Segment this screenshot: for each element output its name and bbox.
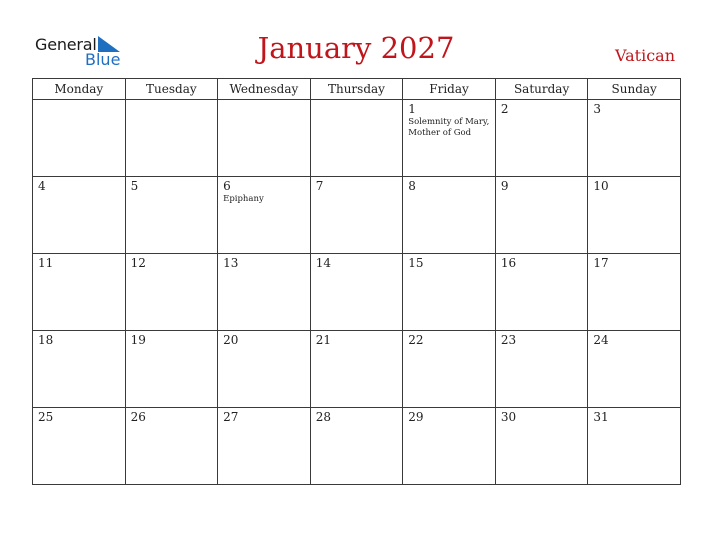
- weekday-header: Monday: [33, 79, 126, 100]
- day-number: 13: [223, 256, 239, 270]
- day-number: 24: [593, 333, 609, 347]
- logo-blue-text: Blue: [85, 50, 121, 69]
- country-label: Vatican: [615, 46, 675, 65]
- day-number: 30: [500, 410, 517, 424]
- week-row: [33, 408, 681, 485]
- day-number: 17: [593, 256, 609, 270]
- day-number: 7: [315, 179, 324, 193]
- day-number: 26: [130, 410, 146, 424]
- day-number: 3: [593, 102, 602, 116]
- day-cell: [588, 100, 681, 177]
- day-number: 25: [38, 410, 54, 424]
- day-cell: [310, 254, 403, 331]
- week-row: [33, 254, 681, 331]
- day-cell: [310, 100, 403, 177]
- day-number: 21: [315, 333, 331, 347]
- week-row: [33, 331, 681, 408]
- day-number: 16: [500, 256, 517, 270]
- day-number: 23: [500, 333, 517, 347]
- day-cell: [588, 408, 681, 485]
- day-number: 5: [130, 179, 139, 193]
- day-cell: [218, 408, 311, 485]
- day-cell: [588, 177, 681, 254]
- day-cell: [125, 100, 218, 177]
- day-cell: [125, 254, 218, 331]
- day-cell: [218, 331, 311, 408]
- weekday-header-row: [33, 79, 681, 100]
- weekday-header: Saturday: [495, 79, 588, 100]
- day-cell: [588, 331, 681, 408]
- day-cell: [33, 177, 126, 254]
- day-number: 10: [593, 179, 609, 193]
- day-cell: [495, 177, 588, 254]
- day-number: 14: [315, 256, 331, 270]
- day-number: 1: [408, 102, 416, 116]
- day-cell: [588, 254, 681, 331]
- day-cell: [495, 331, 588, 408]
- day-cell: [218, 100, 311, 177]
- day-cell: [125, 177, 218, 254]
- day-number: 18: [38, 333, 54, 347]
- week-row: [33, 100, 681, 177]
- weekday-header: Friday: [403, 79, 496, 100]
- week-row: [33, 177, 681, 254]
- day-number: 4: [38, 179, 46, 193]
- day-cell: [310, 408, 403, 485]
- day-cell: [495, 254, 588, 331]
- day-cell: [403, 177, 496, 254]
- day-number: 12: [130, 256, 146, 270]
- day-cell: [403, 331, 496, 408]
- day-cell: [310, 177, 403, 254]
- day-cell: [33, 100, 126, 177]
- day-cell: [218, 177, 311, 254]
- page-title: January 2027: [257, 31, 455, 65]
- day-number: 9: [500, 179, 509, 193]
- day-cell: [33, 254, 126, 331]
- day-number: 6: [223, 179, 231, 193]
- day-number: 28: [315, 410, 331, 424]
- day-cell: [125, 408, 218, 485]
- day-number: 22: [408, 333, 424, 347]
- day-cell: [403, 254, 496, 331]
- day-cell: [403, 408, 496, 485]
- weekday-header: Thursday: [310, 79, 403, 100]
- day-number: 27: [223, 410, 239, 424]
- day-number: 29: [408, 410, 424, 424]
- day-cell: [125, 331, 218, 408]
- weekday-header: Wednesday: [218, 79, 311, 100]
- weekday-header: Tuesday: [125, 79, 218, 100]
- day-number: 8: [408, 179, 416, 193]
- day-cell: [495, 100, 588, 177]
- logo-general-text: General: [35, 35, 97, 54]
- day-cell: [403, 100, 496, 177]
- calendar-grid: [32, 78, 681, 485]
- day-cell: [33, 331, 126, 408]
- day-cell: [310, 331, 403, 408]
- weekday-header: Sunday: [588, 79, 681, 100]
- day-number: 11: [38, 256, 54, 270]
- day-number: 31: [593, 410, 609, 424]
- day-number: 2: [500, 102, 509, 116]
- day-cell: [218, 254, 311, 331]
- day-number: 19: [130, 333, 146, 347]
- day-number: 20: [223, 333, 239, 347]
- day-number: 15: [408, 256, 424, 270]
- holiday-label: Epiphany: [223, 194, 264, 204]
- day-cell: [33, 408, 126, 485]
- holiday-label: Solemnity of Mary, Mother of God: [408, 117, 490, 138]
- day-cell: [495, 408, 588, 485]
